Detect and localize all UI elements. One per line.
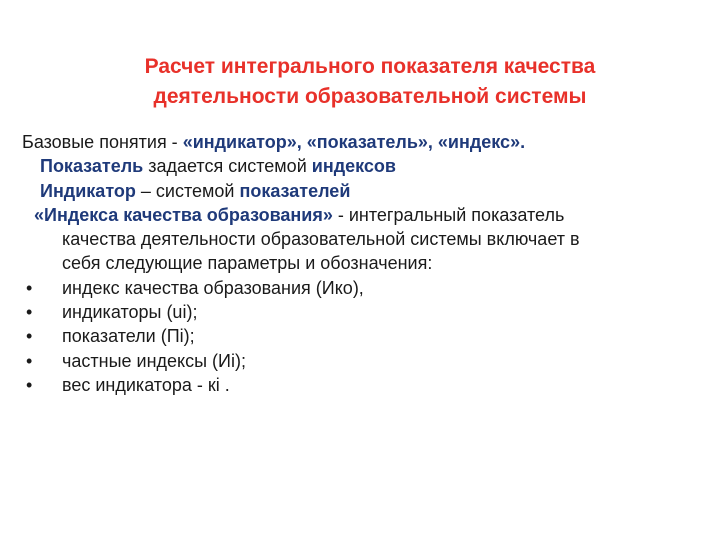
definition-text: – системой — [135, 180, 240, 201]
bullet-icon: • — [26, 326, 33, 347]
title-line-2: деятельности образовательной системы — [153, 85, 587, 108]
list-item-text: показатели (Пi); — [62, 326, 195, 347]
definition-text: задается системой — [143, 156, 312, 177]
bullet-icon: • — [26, 350, 33, 371]
term-index-quality: «Индекса качества образования» — [34, 204, 333, 225]
bullet-icon: • — [26, 374, 33, 395]
list-item — [22, 349, 702, 373]
list-item-text: индикаторы (ui); — [62, 302, 198, 323]
title-line-1: Расчет интегрального показателя качества — [144, 55, 596, 78]
slide-title — [60, 52, 680, 112]
list-item-text: частные индексы (Иi); — [62, 350, 246, 371]
list-item-text: индекс качества образования (Ико), — [62, 277, 364, 298]
list-item — [22, 373, 702, 397]
term-pokazatel: Показатель — [40, 156, 144, 177]
intro-terms: «индикатор», «показатель», «индекс». — [182, 132, 526, 152]
intro-line — [22, 130, 702, 154]
index-definition-cont-1: качества деятельности образовательной системы включает в — [62, 229, 580, 250]
list-item-text: вес индикатора - кi . — [62, 374, 230, 395]
bullet-icon: • — [26, 302, 33, 323]
index-definition-line — [22, 203, 702, 227]
list-item — [22, 300, 702, 324]
list-item — [22, 276, 702, 300]
term-pokazateley: показателей — [239, 180, 351, 201]
list-item — [22, 324, 702, 348]
slide-body — [22, 130, 702, 397]
bullet-icon: • — [26, 277, 33, 298]
term-indikator: Индикатор — [40, 180, 136, 201]
index-definition-rest: - интегральный показатель — [332, 204, 565, 225]
term-indeksov: индексов — [311, 156, 396, 177]
definition-indicator-line — [22, 154, 702, 178]
definition-indikator-line — [22, 179, 702, 203]
index-definition-cont-2: себя следующие параметры и обозначения: — [62, 253, 433, 274]
intro-prefix: Базовые понятия - — [22, 132, 183, 152]
